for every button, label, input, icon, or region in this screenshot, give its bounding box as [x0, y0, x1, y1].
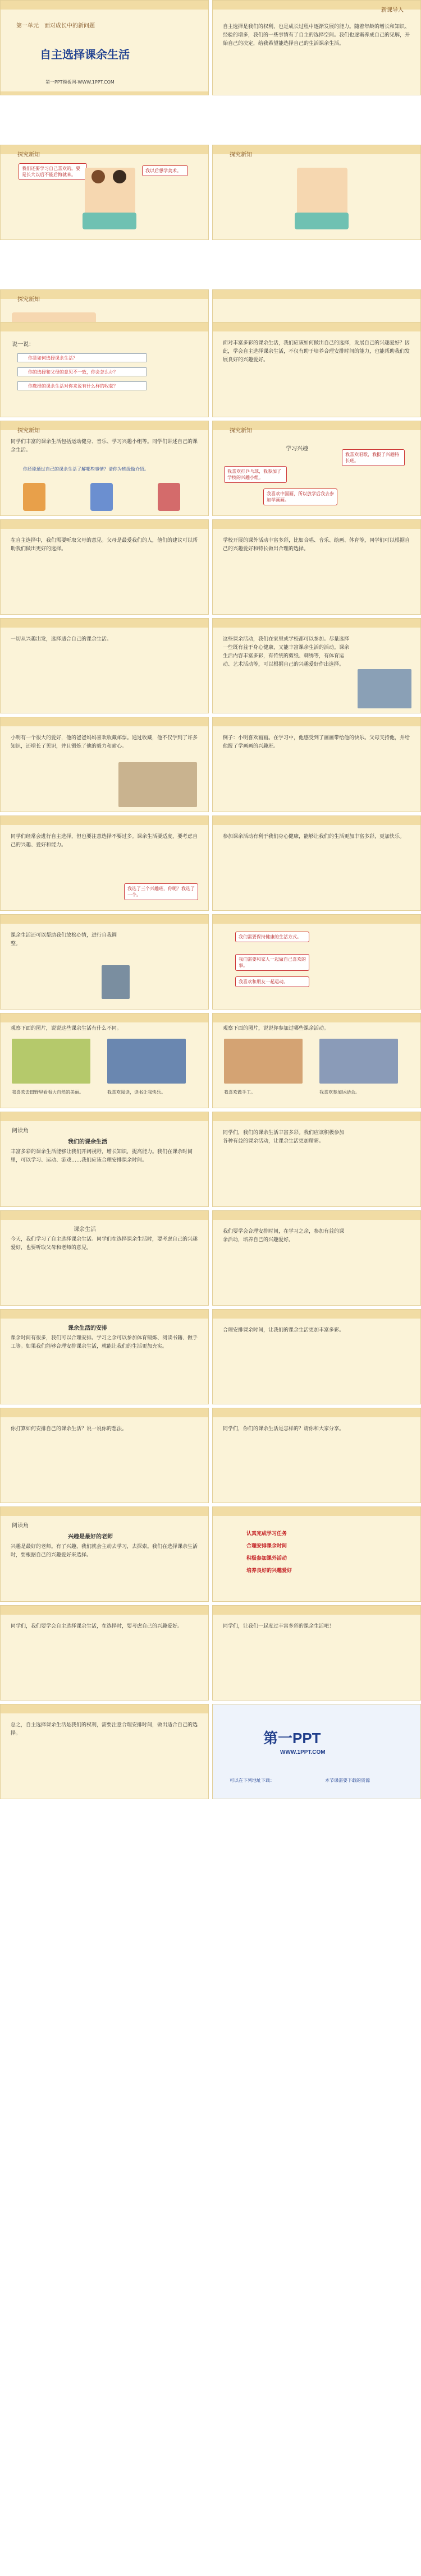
row — [0, 1309, 421, 1404]
title-slide — [0, 0, 209, 95]
text-slide — [0, 519, 209, 615]
text-slide — [212, 1309, 421, 1404]
text-slide — [212, 519, 421, 615]
reading-photo — [107, 1039, 186, 1084]
row — [0, 815, 421, 911]
slide-bar — [1, 520, 208, 529]
speech-bubble: 我们还要学习自己喜欢的。要是长大以后不能后悔就来。 — [19, 163, 87, 180]
slide-heading: 探究新知 — [17, 152, 40, 158]
speech-bubble: 我喜欢打乒乓球，我参加了学校的兴趣小组。 — [224, 466, 287, 483]
slide-text: 你打算如何安排自己的课余生活？说一说你的想法。 — [11, 1426, 127, 1432]
slide-bar — [1, 1, 208, 10]
row — [0, 0, 421, 95]
row — [0, 145, 421, 240]
field-photo — [12, 1039, 90, 1084]
slide-text: 同学们经常会进行自主选择，但也要注意选择不要过多。课余生活要适度，要考虑自己的兴趣、爱好和能力。 — [11, 834, 198, 848]
photo-caption: 我喜欢去田野里看看大自然的美丽。 — [12, 1090, 84, 1095]
question-item: 你选择的课余生活对你来说有什么样的收获？ — [17, 381, 147, 390]
slide-bar — [1, 816, 208, 825]
text-slide — [212, 1408, 421, 1503]
speech-bubble: 我喜欢唱歌，我报了兴趣特长班。 — [342, 449, 405, 466]
think-label: 说一说： — [12, 342, 34, 348]
row — [0, 914, 421, 1010]
photos-slide — [212, 1013, 421, 1108]
handcraft-photo — [224, 1039, 303, 1084]
slide-text: 丰富多彩的课余生活能够让我们开阔视野，增长知识，提高能力。我们在课余时间里，可以学习、运动、游戏……我们应该合理安排课余时间。 — [11, 1149, 193, 1163]
slide-heading: 探究新知 — [230, 152, 252, 158]
slide-bar — [213, 619, 420, 628]
kid-head — [113, 170, 126, 183]
scene-slide-2 — [212, 145, 421, 240]
slide-bar — [213, 915, 420, 924]
slide-bar — [213, 1606, 420, 1615]
footer-logo: 第一PPT — [263, 1730, 321, 1746]
footer-slide — [212, 1704, 421, 1799]
slide-text: 一切从兴趣出发，选择适合自己的课余生活。 — [11, 637, 112, 642]
slide-text: 小明有一个很大的爱好，他的爸爸妈妈喜欢收藏邮票。通过收藏，他不仅学到了许多知识，还增长了见识，并且锻炼了他的毅力和耐心。 — [11, 735, 198, 749]
text-slide — [212, 1112, 421, 1207]
slide-text: 参加课余活动有利于我们身心健康，能够让我们的生活更加丰富多彩，更加快乐。 — [223, 834, 405, 840]
stamps-slide — [0, 717, 209, 812]
speech-bubble: 我们需要保持健康的生活方式。 — [235, 932, 309, 942]
reading-slide — [0, 1506, 209, 1602]
slide-bar — [1, 1704, 208, 1713]
slide-bar — [213, 1211, 420, 1220]
kid-singing-illustration — [158, 483, 180, 511]
text-slide — [212, 1210, 421, 1306]
slide-bar — [1, 1507, 208, 1516]
reading-slide — [0, 1309, 209, 1404]
text-slide — [212, 618, 421, 713]
activity-photo — [358, 669, 411, 708]
row — [0, 1506, 421, 1602]
slide-heading: 探究新知 — [230, 428, 252, 434]
text-slide — [0, 815, 209, 911]
slide-bar — [213, 717, 420, 726]
text-slide — [0, 1408, 209, 1503]
desk — [295, 213, 349, 229]
slide-bar — [1, 1408, 208, 1417]
desk — [83, 213, 136, 229]
slide-text: 同学们，我们要学会自主选择课余生活，在选择时，要考虑自己的兴趣爱好。 — [11, 1624, 183, 1629]
row — [0, 1605, 421, 1701]
stamps-photo — [118, 762, 197, 807]
unit-label: 第一单元 面对成长中的新问题 — [16, 23, 95, 29]
checklist-slide — [212, 1506, 421, 1602]
slide-bar — [213, 816, 420, 825]
slide-bar — [1, 91, 208, 95]
slide-text: 面对丰富多彩的课余生活，我们应该如何做出自己的选择，发展自己的兴趣爱好？因此，学会自主选择课余生活，不仅有助于培养合理安排时间的能力，也能帮助我们发展良好的兴趣爱好。 — [223, 340, 410, 363]
slide-text: 兴趣是最好的老师。有了兴趣，我们就会主动去学习，去探索。我们在选择课余生活时，要根据自己的兴趣爱好来选择。 — [11, 1544, 198, 1558]
slide-bar — [1, 1211, 208, 1220]
slide-bar — [213, 1408, 420, 1417]
slide-text: 在自主选择中，我们需要听取父母的意见。父母是最爱我们的人，他们的建议可以帮助我们做出更好的选择。 — [11, 538, 198, 552]
page-title: 自主选择课余生活 — [40, 49, 130, 61]
checklist-item: 认真完成学习任务 — [246, 1531, 287, 1537]
photo-caption: 我喜欢阅读，读书让我快乐。 — [107, 1090, 166, 1095]
row — [0, 322, 421, 417]
speech-bubble: 我喜欢和朋友一起运动。 — [235, 976, 309, 987]
reading-slide — [0, 1210, 209, 1306]
reading-heading: 课余生活 — [74, 1227, 96, 1233]
slide-text: 课余生活还可以帮助我们放松心情，进行自我调整。 — [11, 933, 117, 947]
kid-head — [91, 170, 105, 183]
slide-bar — [213, 1507, 420, 1516]
slide-bar — [1, 1606, 208, 1615]
footer-link: 本节课需要下载的资源 — [325, 1778, 370, 1783]
text-slide — [0, 1704, 209, 1799]
slide-bar — [213, 1013, 420, 1022]
slide-bar — [1, 619, 208, 628]
row — [0, 421, 421, 516]
reading-heading: 阅读角 — [12, 1128, 29, 1134]
interests-label: 学习兴趣 — [286, 446, 308, 452]
reading-heading: 课余生活的安排 — [68, 1325, 107, 1331]
row — [0, 618, 421, 713]
speech-bubble: 我喜欢中国画，所以放学后我去参加学画画。 — [263, 489, 337, 505]
slide-bar — [1, 322, 208, 331]
slide-bar — [1, 1112, 208, 1121]
slide-text: 同学们丰富的课余生活包括运动健身、音乐、学习兴趣小组等。同学们讲述自己的课余生活。 — [11, 439, 198, 453]
row — [0, 1210, 421, 1306]
row — [0, 717, 421, 812]
reading-subheading: 兴趣是最好的老师 — [68, 1534, 113, 1540]
photos-slide — [0, 1013, 209, 1108]
kid-basketball-illustration — [90, 483, 113, 511]
row — [0, 1112, 421, 1207]
slide-text: 今天，我们学习了自主选择课余生活。同学们在选择课余生活时，要考虑自己的兴趣爱好，也要听取父母和老师的意见。 — [11, 1237, 198, 1251]
slide-bar — [1, 717, 208, 726]
slide-text: 观察下面的图片，说说你参加过哪些课余活动。 — [223, 1026, 330, 1031]
slide-heading: 探究新知 — [17, 428, 40, 434]
slide-text: 这些课余活动，我们在家里或学校都可以参加。尽量选择一些既有益于身心健康，又能丰富课余生活的活动。课余生活内容丰富多彩，有传统的剪纸、刺绣等，有体育运动、艺术活动等，可以根据自己的兴趣爱好作出选择。 — [223, 637, 350, 667]
checklist-item: 培养良好的兴趣爱好 — [246, 1568, 292, 1574]
bubbles-slide — [212, 914, 421, 1010]
question-item: 你是如何选择课余生活？ — [17, 353, 147, 362]
slide-bar — [213, 290, 420, 299]
slide-bar — [213, 520, 420, 529]
slide-text: 同学们，你们的课余生活是怎样的？请你和大家分享。 — [223, 1426, 345, 1432]
slide-bar — [213, 1310, 420, 1319]
kid-running-illustration — [23, 483, 45, 511]
text-slide — [212, 322, 421, 417]
speech-bubble: 我们需要和家人一起做自己喜欢的事。 — [235, 954, 309, 971]
photo-caption: 我喜欢参加运动会。 — [319, 1090, 360, 1095]
speech-bubble: 我以后想学美术。 — [142, 165, 188, 176]
checklist-item: 积极参加课外活动 — [246, 1556, 287, 1561]
activities-slide — [0, 421, 209, 516]
scene-slide-1 — [0, 145, 209, 240]
text-slide — [0, 1605, 209, 1701]
sports-photo — [319, 1039, 398, 1084]
slide-text: 总之，自主选择课余生活是我们的权利，需要注意合理安排时间，做出适合自己的选择。 — [11, 1722, 198, 1736]
reading-heading: 阅读角 — [12, 1523, 29, 1529]
row — [0, 1704, 421, 1799]
slide-bar — [1, 915, 208, 924]
brand-line: 第一PPT模板网-WWW.1PPT.COM — [45, 80, 115, 85]
slide-bar — [1, 1013, 208, 1022]
photo-slide — [0, 618, 209, 713]
slide-bar — [1, 1310, 208, 1319]
slide-text: 同学们，让我们一起度过丰富多彩的课余生活吧！ — [223, 1624, 335, 1629]
checklist-item: 合理安排课余时间 — [246, 1543, 287, 1549]
computer-illustration — [102, 965, 130, 999]
slide-bar — [213, 322, 420, 331]
text-slide — [212, 1605, 421, 1701]
reading-slide — [0, 1112, 209, 1207]
slide-bar — [213, 1112, 420, 1121]
slide-text: 学校开展的课外活动丰富多彩，比如合唱、音乐、绘画、体育等，同学们可以根据自己的兴趣爱好和特长做出合理的选择。 — [223, 538, 410, 552]
question-item: 你的选择和父母的意见不一致，你会怎么办？ — [17, 367, 147, 376]
slide-text: 合理安排课余时间，让我们的课余生活更加丰富多彩。 — [223, 1328, 345, 1333]
slide-caption: 你还能通过自己的课余生活了解哪些事情？请你为班级做介绍。 — [23, 467, 149, 472]
slide-text: 同学们，我们的课余生活丰富多彩。我们应该积极参加各种有益的课余活动，让课余生活更加精彩。 — [223, 1130, 345, 1144]
reading-subheading: 我们的课余生活 — [68, 1139, 107, 1145]
intro-slide — [212, 0, 421, 95]
footer-site: WWW.1PPT.COM — [280, 1749, 326, 1755]
slide-text: 观察下面的图片，说说这些课余生活有什么不同。 — [11, 1026, 122, 1031]
text-slide — [0, 914, 209, 1010]
footer-link: 可以在下列地址下载： — [230, 1778, 274, 1783]
row — [0, 519, 421, 615]
slide-text: 例子：小明喜欢画画。在学习中，他感受到了画画带给他的快乐。父母支持他，并给他报了学画画的兴趣班。 — [223, 735, 410, 749]
speech-bubble: 我选了三个兴趣班，你呢？我选了一个。 — [124, 883, 198, 900]
row — [0, 1408, 421, 1503]
slide-heading: 探究新知 — [17, 297, 40, 303]
photo-caption: 我喜欢做手工。 — [224, 1090, 255, 1095]
slide-text: 我们要学会合理安排时间，在学习之余，参加有益的课余活动，培养自己的兴趣爱好。 — [223, 1229, 345, 1243]
slide-heading: 新课导入 — [381, 7, 404, 13]
text-slide — [212, 717, 421, 812]
interests-slide — [212, 421, 421, 516]
intro-text: 自主选择是我们的权利，也是成长过程中逐渐发展的能力。随着年龄的增长和知识、经验的增多，我们的一些事情有了自主的选择空间。我们也逐渐养成自己的见解，开始自己的决定，给我希望能选择自己的生活课余生活。 — [223, 24, 410, 47]
row — [0, 1013, 421, 1108]
slide-text: 课余时间有很多，我们可以合理安排。学习之余可以参加体育锻炼、阅读书籍、做手工等。如果我们能够合理安排课余生活，就能让我们的生活更加充实。 — [11, 1335, 198, 1349]
text-slide — [212, 815, 421, 911]
discussion-slide — [0, 322, 209, 417]
